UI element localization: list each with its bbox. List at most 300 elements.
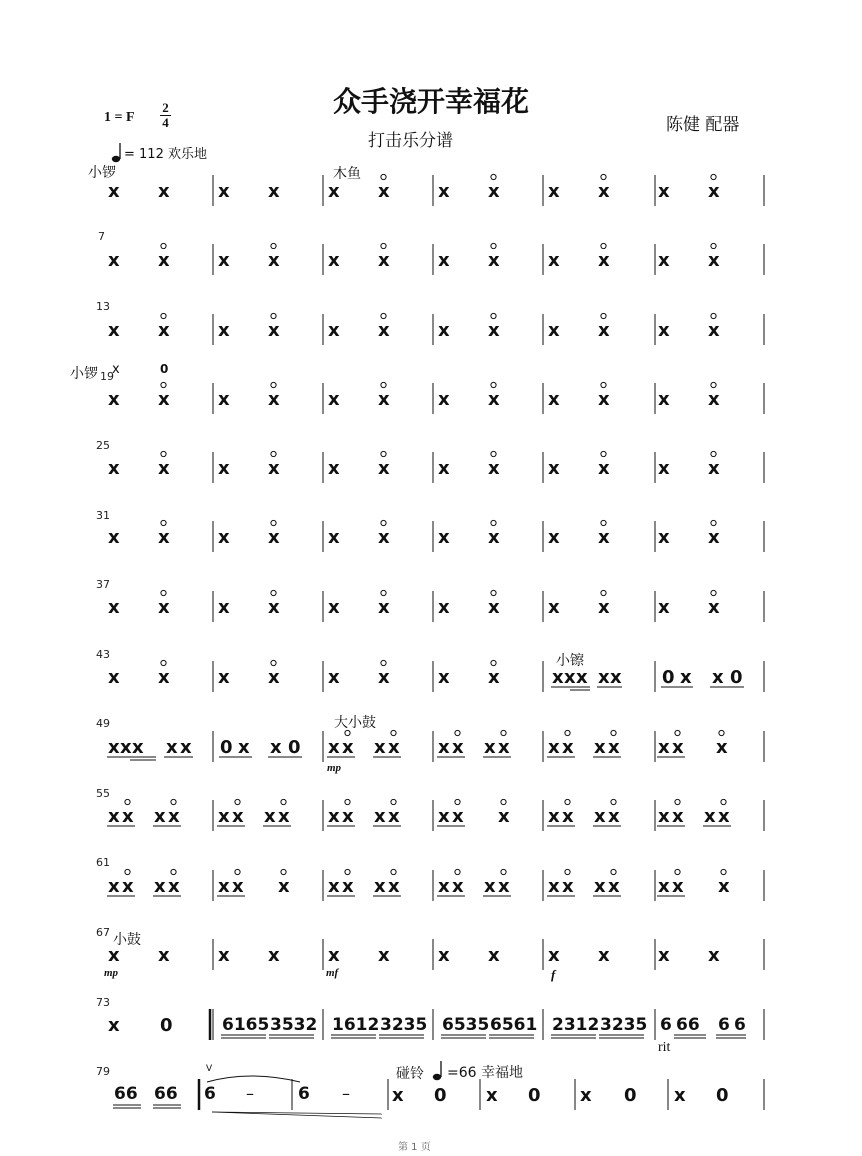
measure-number: 67 [96, 926, 110, 939]
open-circle-mark [455, 730, 460, 735]
note-x: x [166, 737, 178, 758]
note-x: x [718, 876, 730, 897]
open-circle-mark [711, 174, 716, 179]
note-x: x [598, 458, 610, 479]
open-circle-mark [565, 869, 570, 874]
note-x: x [488, 945, 500, 966]
note-x: x [548, 181, 560, 202]
note-x: x [438, 389, 450, 410]
note: 6 [204, 1084, 216, 1104]
note-x: x [154, 876, 166, 897]
open-circle-mark [601, 313, 606, 318]
note-x: x [438, 250, 450, 271]
measure-number: 79 [96, 1065, 110, 1078]
note-x: x [598, 320, 610, 341]
open-circle-mark [161, 660, 166, 665]
note-x: x [328, 389, 340, 410]
note-x: x [608, 876, 620, 897]
open-circle-mark [271, 243, 276, 248]
note-x: x [484, 737, 496, 758]
cue-x: x [112, 362, 120, 377]
open-circle-mark [271, 660, 276, 665]
note-x: x [548, 527, 560, 548]
note-x: x [328, 250, 340, 271]
note-x: x [438, 527, 450, 548]
note-x: x [378, 597, 390, 618]
note-group: 3235 [600, 1015, 648, 1035]
open-circle-mark [345, 869, 350, 874]
open-circle-mark [675, 730, 680, 735]
note-x: x [658, 876, 670, 897]
time-bottom: 4 [162, 115, 169, 130]
note-x: x [158, 527, 170, 548]
open-circle-mark [675, 799, 680, 804]
note-x: x [498, 806, 510, 827]
note-x: x [576, 667, 588, 688]
note-x: x [378, 320, 390, 341]
note-x: x [122, 876, 134, 897]
note-x: x [158, 320, 170, 341]
instrument-label: 木鱼 [333, 166, 361, 182]
open-circle-mark [711, 243, 716, 248]
open-circle-mark [271, 520, 276, 525]
note-group: 3532 [270, 1015, 318, 1035]
note-x: x [168, 876, 180, 897]
open-circle-mark [161, 451, 166, 456]
measure-number: 13 [96, 300, 110, 313]
note-x: x [658, 597, 670, 618]
open-circle-mark [721, 799, 726, 804]
note-x: x [218, 527, 230, 548]
note-x: x [158, 458, 170, 479]
note-x: x [392, 1085, 404, 1106]
arranger: 陈健 配器 [666, 115, 740, 135]
open-circle-mark [711, 451, 716, 456]
note-x: x [562, 876, 574, 897]
note-group: 6535 [442, 1015, 490, 1035]
open-circle-mark [381, 313, 386, 318]
note-x: x [154, 806, 166, 827]
note-x: x [218, 181, 230, 202]
open-circle-mark [161, 590, 166, 595]
open-circle-mark [381, 660, 386, 665]
note-x: x [278, 876, 290, 897]
note-x: x [218, 876, 230, 897]
note-x: x [598, 389, 610, 410]
note-x: x [552, 667, 564, 688]
note-x: x [108, 737, 120, 758]
note-x: x [548, 250, 560, 271]
note-x: x [238, 737, 250, 758]
note-x: x [158, 181, 170, 202]
note-x: x [108, 806, 120, 827]
measure-number: 19 [100, 370, 114, 383]
rest-zero: 0 [220, 737, 233, 758]
measure-number: 61 [96, 856, 110, 869]
open-circle-mark [455, 869, 460, 874]
note-x: x [158, 945, 170, 966]
measure-number: 43 [96, 648, 110, 661]
note-x: x [120, 737, 132, 758]
note-x: x [218, 945, 230, 966]
time-top: 2 [162, 100, 169, 115]
note-group: 6 [718, 1015, 730, 1035]
note-x: x [452, 737, 464, 758]
note-x: x [658, 250, 670, 271]
open-circle-mark [491, 451, 496, 456]
note-x: x [658, 320, 670, 341]
open-circle-mark [501, 730, 506, 735]
note-x: x [672, 876, 684, 897]
open-circle-mark [271, 590, 276, 595]
note-x: x [218, 806, 230, 827]
note-x: x [378, 250, 390, 271]
note-x: x [658, 737, 670, 758]
open-circle-mark [391, 730, 396, 735]
note-x: x [708, 945, 720, 966]
note-x: x [168, 806, 180, 827]
note-x: x [594, 876, 606, 897]
note-x: x [342, 806, 354, 827]
note-x: x [438, 876, 450, 897]
note-x: x [598, 597, 610, 618]
note-x: x [488, 527, 500, 548]
note-x: x [452, 876, 464, 897]
note-group: 3235 [380, 1015, 428, 1035]
open-circle-mark [391, 869, 396, 874]
note-x: x [108, 527, 120, 548]
note-x: x [708, 527, 720, 548]
note-x: x [562, 737, 574, 758]
note-x: x [608, 737, 620, 758]
open-circle-mark [565, 730, 570, 735]
note-x: x [218, 458, 230, 479]
measure-number: 55 [96, 787, 110, 800]
measure-number: 7 [98, 230, 105, 243]
note-x: x [708, 320, 720, 341]
note-x: x [378, 181, 390, 202]
open-circle-mark [345, 799, 350, 804]
open-circle-mark [171, 869, 176, 874]
page-footer: 第 1 页 [398, 1142, 431, 1153]
open-circle-mark [611, 869, 616, 874]
note-x: x [342, 876, 354, 897]
note-x: x [452, 806, 464, 827]
open-circle-mark [711, 382, 716, 387]
note-x: x [548, 389, 560, 410]
note-x: x [268, 945, 280, 966]
note-x: x [658, 389, 670, 410]
note-x: x [548, 737, 560, 758]
open-circle-mark [611, 799, 616, 804]
open-circle-mark [235, 869, 240, 874]
note-x: x [438, 320, 450, 341]
note-x: x [488, 389, 500, 410]
note-x: x [488, 667, 500, 688]
note-x: x [374, 876, 386, 897]
open-circle-mark [281, 799, 286, 804]
note-x: x [218, 320, 230, 341]
open-circle-mark [271, 451, 276, 456]
instrument-label: 小镲 [556, 653, 584, 669]
note-x: x [658, 527, 670, 548]
open-circle-mark [491, 590, 496, 595]
note-x: x [438, 806, 450, 827]
open-circle-mark [491, 243, 496, 248]
rest-zero: 0 [288, 737, 301, 758]
open-circle-mark [125, 799, 130, 804]
note-x: x [708, 458, 720, 479]
open-circle-mark [161, 520, 166, 525]
open-circle-mark [491, 174, 496, 179]
note-x: x [218, 597, 230, 618]
note-x: x [232, 806, 244, 827]
open-circle-mark [381, 590, 386, 595]
note-x: x [708, 250, 720, 271]
measure-number: 25 [96, 439, 110, 452]
dynamic-mark: f [551, 967, 556, 982]
note-x: x [598, 667, 610, 688]
rest-zero: 0 [624, 1085, 637, 1106]
note-x: x [108, 181, 120, 202]
rest-zero: 0 [528, 1085, 541, 1106]
note-x: x [108, 945, 120, 966]
dynamic-mark: mf [326, 967, 339, 979]
note-x: x [658, 458, 670, 479]
tie [207, 1076, 300, 1082]
note-x: x [268, 389, 280, 410]
note-x: x [704, 806, 716, 827]
note-x: x [708, 597, 720, 618]
open-circle-mark [235, 799, 240, 804]
open-circle-mark [601, 382, 606, 387]
note-x: x [672, 737, 684, 758]
note-x: x [378, 389, 390, 410]
note-x: x [108, 876, 120, 897]
measure-number: 49 [96, 717, 110, 730]
note-x: x [580, 1085, 592, 1106]
note-x: x [548, 320, 560, 341]
note-x: x [594, 806, 606, 827]
open-circle-mark [721, 869, 726, 874]
open-circle-mark [381, 520, 386, 525]
note-x: x [328, 945, 340, 966]
note-x: x [674, 1085, 686, 1106]
note-x: x [388, 737, 400, 758]
note-x: x [122, 806, 134, 827]
open-circle-mark [455, 799, 460, 804]
note-x: x [218, 389, 230, 410]
rest-zero: 0 [730, 667, 743, 688]
note-x: x [388, 806, 400, 827]
note-x: x [488, 458, 500, 479]
note-x: x [548, 945, 560, 966]
rest-zero: 0 [662, 667, 675, 688]
note-x: x [658, 806, 670, 827]
note-group: 66 [114, 1084, 138, 1104]
note-x: x [548, 458, 560, 479]
note-x: x [108, 597, 120, 618]
instrument-label: 大小鼓 [334, 715, 376, 731]
note-group: 1612 [332, 1015, 380, 1035]
open-circle-mark [161, 382, 166, 387]
note-x: x [158, 597, 170, 618]
rest-zero: 0 [160, 1015, 173, 1036]
open-circle-mark [601, 174, 606, 179]
note-x: x [548, 876, 560, 897]
note-x: x [158, 250, 170, 271]
note-x: x [264, 806, 276, 827]
note-x: x [328, 181, 340, 202]
note-x: x [108, 1015, 120, 1036]
note-group: 6165 [222, 1015, 270, 1035]
open-circle-mark [125, 869, 130, 874]
instrument-label: 碰铃 [396, 1066, 424, 1082]
note-x: x [658, 181, 670, 202]
note-x: x [548, 597, 560, 618]
note-x: x [108, 250, 120, 271]
rest-zero: 0 [434, 1085, 447, 1106]
note-x: x [484, 876, 496, 897]
rest-zero: 0 [716, 1085, 729, 1106]
note-x: x [180, 737, 192, 758]
note-x: x [158, 389, 170, 410]
instrument-label: 小锣 [88, 165, 116, 181]
measure-number: 73 [96, 996, 110, 1009]
note-x: x [218, 667, 230, 688]
note-x: x [374, 737, 386, 758]
open-circle-mark [565, 799, 570, 804]
note: 6 [298, 1084, 310, 1104]
note-x: x [132, 737, 144, 758]
open-circle-mark [711, 520, 716, 525]
open-circle-mark [491, 382, 496, 387]
open-circle-mark [491, 313, 496, 318]
open-circle-mark [711, 590, 716, 595]
open-circle-mark [601, 590, 606, 595]
note-x: x [438, 181, 450, 202]
note-x: x [108, 458, 120, 479]
note-x: x [608, 806, 620, 827]
note-x: x [598, 945, 610, 966]
tempo-marking: = 112 欢乐地 [124, 147, 207, 162]
note-x: x [598, 181, 610, 202]
note-x: x [328, 737, 340, 758]
note-x: x [268, 597, 280, 618]
breath-mark: V [206, 1064, 213, 1074]
note-x: x [486, 1085, 498, 1106]
note-x: x [598, 527, 610, 548]
note-x: x [268, 250, 280, 271]
note-x: x [328, 806, 340, 827]
note-x: x [488, 181, 500, 202]
note-x: x [680, 667, 692, 688]
note-x: x [712, 667, 724, 688]
note-x: x [548, 806, 560, 827]
open-circle-mark [501, 869, 506, 874]
note-x: x [718, 806, 730, 827]
open-circle-mark [719, 730, 724, 735]
note-x: x [270, 737, 282, 758]
open-circle-mark [345, 730, 350, 735]
open-circle-mark [281, 869, 286, 874]
note-x: x [438, 597, 450, 618]
instrument-label: 小鼓 [113, 932, 141, 948]
note-x: x [278, 806, 290, 827]
note-x: x [488, 597, 500, 618]
note-x: x [378, 945, 390, 966]
open-circle-mark [601, 451, 606, 456]
note-x: x [498, 737, 510, 758]
note-group: 6 [660, 1015, 672, 1035]
note-x: x [438, 667, 450, 688]
open-circle-mark [161, 243, 166, 248]
note-x: x [658, 945, 670, 966]
note-x: x [268, 458, 280, 479]
note-x: x [594, 737, 606, 758]
open-circle-mark [381, 382, 386, 387]
note-x: x [438, 737, 450, 758]
note-x: x [328, 667, 340, 688]
note-group: 2312 [552, 1015, 600, 1035]
note-x: x [268, 667, 280, 688]
rit-marking: rit [658, 1040, 671, 1055]
dash: – [342, 1084, 350, 1103]
note-x: x [268, 181, 280, 202]
note-x: x [498, 876, 510, 897]
note-x: x [598, 250, 610, 271]
note-x: x [562, 806, 574, 827]
dynamic-mark: mp [104, 967, 119, 979]
note-x: x [108, 320, 120, 341]
dash: – [246, 1084, 254, 1103]
open-circle-mark [601, 243, 606, 248]
note-x: x [328, 876, 340, 897]
note-x: x [232, 876, 244, 897]
open-circle-mark [271, 313, 276, 318]
cue-zero: 0 [160, 362, 169, 376]
open-circle-mark [381, 174, 386, 179]
open-circle-mark [711, 313, 716, 318]
open-circle-mark [491, 520, 496, 525]
note-x: x [328, 458, 340, 479]
open-circle-mark [171, 799, 176, 804]
note-x: x [564, 667, 576, 688]
open-circle-mark [675, 869, 680, 874]
note-x: x [378, 458, 390, 479]
open-circle-mark [601, 520, 606, 525]
measure-number: 37 [96, 578, 110, 591]
note-x: x [708, 389, 720, 410]
note-group: 66 [154, 1084, 178, 1104]
note-group: 6 [734, 1015, 746, 1035]
tempo-marking: =66 幸福地 [447, 1065, 523, 1081]
open-circle-mark [391, 799, 396, 804]
note-x: x [378, 667, 390, 688]
instrument-label: 小锣 [70, 366, 98, 382]
page-title: 众手浇开幸福花 [332, 85, 529, 118]
open-circle-mark [161, 313, 166, 318]
note-x: x [708, 181, 720, 202]
note-x: x [438, 458, 450, 479]
open-circle-mark [271, 382, 276, 387]
note-x: x [158, 667, 170, 688]
note-x: x [268, 527, 280, 548]
note-x: x [328, 597, 340, 618]
open-circle-mark [381, 451, 386, 456]
note-x: x [610, 667, 622, 688]
note-x: x [388, 876, 400, 897]
